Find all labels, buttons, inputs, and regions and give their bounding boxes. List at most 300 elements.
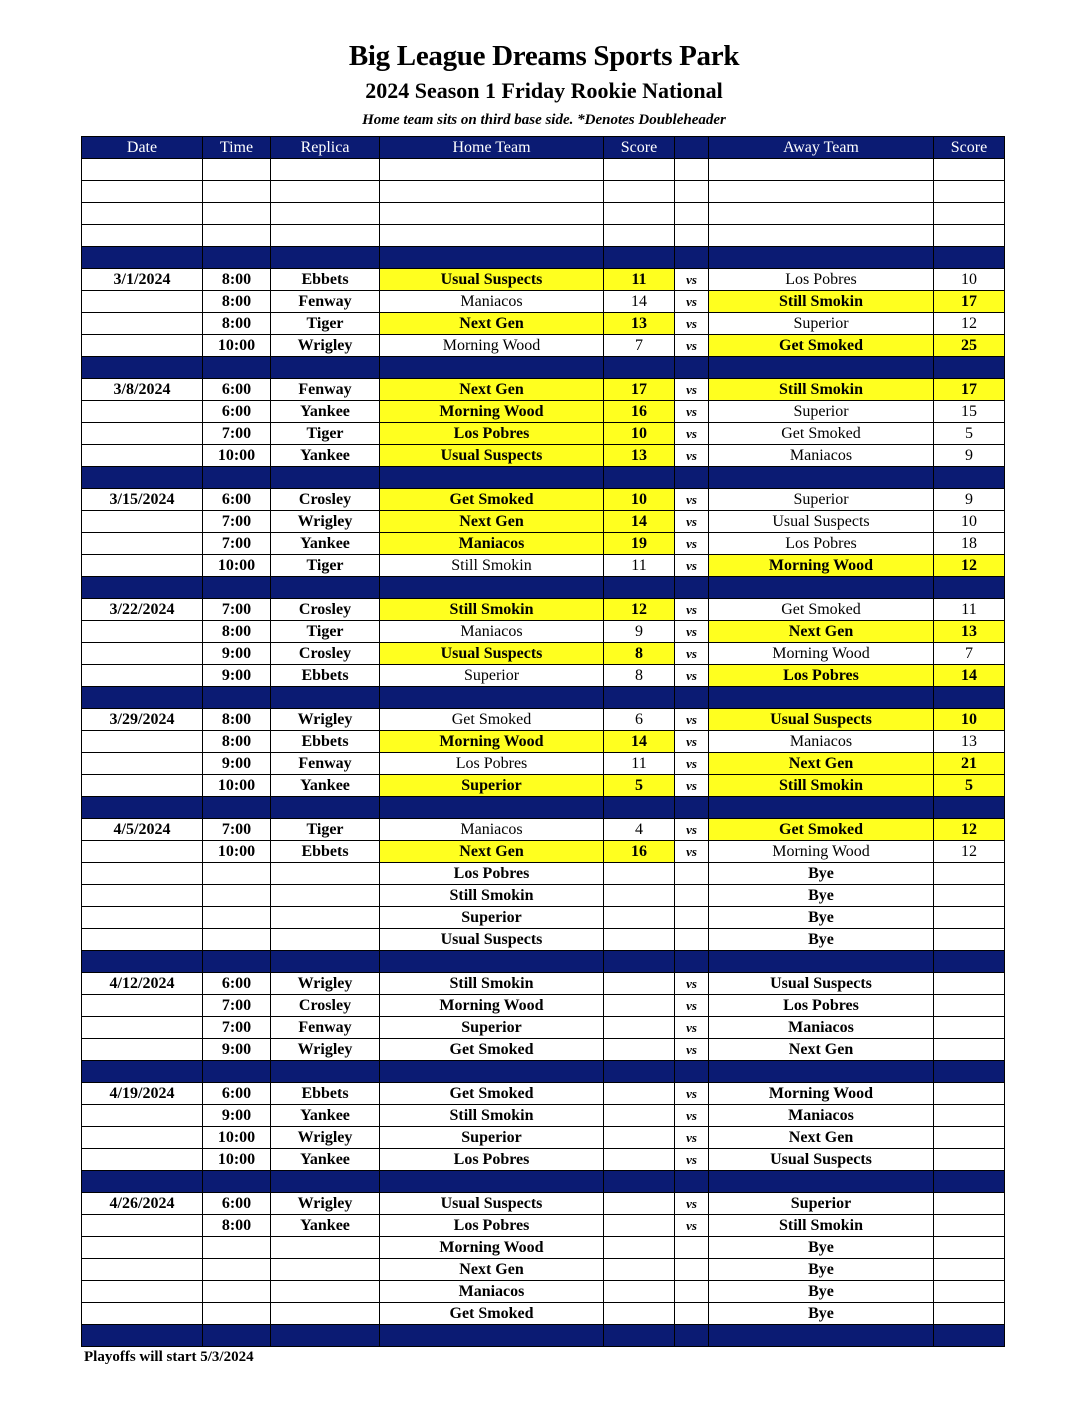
cell-replica: Wrigley bbox=[271, 511, 380, 533]
cell-away-team: Morning Wood bbox=[709, 643, 934, 665]
separator-cell bbox=[604, 797, 675, 819]
cell-replica: Yankee bbox=[271, 401, 380, 423]
cell-away-team: Get Smoked bbox=[709, 335, 934, 357]
cell-date: 3/29/2024 bbox=[82, 709, 203, 731]
cell-vs: vs bbox=[675, 379, 709, 401]
cell-time bbox=[203, 159, 271, 181]
separator-cell bbox=[604, 577, 675, 599]
cell-vs bbox=[675, 907, 709, 929]
cell-home-score: 8 bbox=[604, 665, 675, 687]
table-row bbox=[82, 1083, 1005, 1105]
table-row bbox=[82, 753, 1005, 775]
table-row bbox=[82, 973, 1005, 995]
separator-cell bbox=[675, 951, 709, 973]
cell-vs: vs bbox=[675, 1149, 709, 1171]
cell-replica bbox=[271, 907, 380, 929]
cell-away-score bbox=[934, 1193, 1005, 1215]
separator-cell bbox=[203, 577, 271, 599]
cell-vs: vs bbox=[675, 445, 709, 467]
cell-away-team: Next Gen bbox=[709, 621, 934, 643]
cell-away-team: Superior bbox=[709, 489, 934, 511]
cell-time: 9:00 bbox=[203, 1105, 271, 1127]
cell-time bbox=[203, 885, 271, 907]
cell-away-team: Usual Suspects bbox=[709, 973, 934, 995]
cell-away-team: Still Smokin bbox=[709, 291, 934, 313]
cell-away-team: Superior bbox=[709, 401, 934, 423]
cell-away-team: Superior bbox=[709, 313, 934, 335]
cell-home-team: Superior bbox=[380, 665, 604, 687]
col-header-home-team: Home Team bbox=[380, 137, 604, 159]
separator-cell bbox=[82, 1325, 203, 1347]
col-header-replica: Replica bbox=[271, 137, 380, 159]
separator-cell bbox=[380, 577, 604, 599]
table-row bbox=[82, 335, 1005, 357]
cell-time bbox=[203, 929, 271, 951]
separator-cell bbox=[934, 467, 1005, 489]
cell-date bbox=[82, 1127, 203, 1149]
separator-cell bbox=[203, 1061, 271, 1083]
cell-time bbox=[203, 181, 271, 203]
cell-vs: vs bbox=[675, 533, 709, 555]
cell-time: 10:00 bbox=[203, 335, 271, 357]
separator-cell bbox=[675, 1061, 709, 1083]
separator-cell bbox=[82, 1171, 203, 1193]
cell-vs: vs bbox=[675, 643, 709, 665]
cell-home-score: 13 bbox=[604, 313, 675, 335]
cell-replica: Fenway bbox=[271, 291, 380, 313]
cell-replica: Tiger bbox=[271, 423, 380, 445]
cell-home-score: 11 bbox=[604, 269, 675, 291]
separator-cell bbox=[934, 1171, 1005, 1193]
cell-home-team: Still Smokin bbox=[380, 599, 604, 621]
cell-away-team: Los Pobres bbox=[709, 533, 934, 555]
cell-time: 7:00 bbox=[203, 533, 271, 555]
cell-vs: vs bbox=[675, 423, 709, 445]
separator-cell bbox=[380, 467, 604, 489]
separator-cell bbox=[271, 1325, 380, 1347]
cell-replica: Crosley bbox=[271, 995, 380, 1017]
cell-vs: vs bbox=[675, 1017, 709, 1039]
cell-home-team bbox=[380, 181, 604, 203]
separator-cell bbox=[380, 357, 604, 379]
table-row bbox=[82, 555, 1005, 577]
cell-date bbox=[82, 731, 203, 753]
table-row bbox=[82, 1127, 1005, 1149]
table-row bbox=[82, 423, 1005, 445]
separator-cell bbox=[271, 1171, 380, 1193]
cell-home-score: 6 bbox=[604, 709, 675, 731]
cell-date: 3/1/2024 bbox=[82, 269, 203, 291]
cell-time: 8:00 bbox=[203, 291, 271, 313]
separator-cell bbox=[604, 687, 675, 709]
cell-away-score: 17 bbox=[934, 291, 1005, 313]
separator-cell bbox=[604, 951, 675, 973]
cell-replica bbox=[271, 159, 380, 181]
table-row bbox=[82, 665, 1005, 687]
cell-away-score bbox=[934, 1039, 1005, 1061]
table-row bbox=[82, 775, 1005, 797]
separator-cell bbox=[271, 357, 380, 379]
cell-away-team bbox=[709, 159, 934, 181]
separator-row bbox=[82, 687, 1005, 709]
table-row bbox=[82, 445, 1005, 467]
cell-date bbox=[82, 665, 203, 687]
cell-vs: vs bbox=[675, 709, 709, 731]
cell-replica bbox=[271, 181, 380, 203]
cell-away-score bbox=[934, 181, 1005, 203]
cell-time bbox=[203, 907, 271, 929]
cell-date bbox=[82, 775, 203, 797]
cell-date bbox=[82, 1259, 203, 1281]
table-row bbox=[82, 885, 1005, 907]
cell-away-score: 13 bbox=[934, 621, 1005, 643]
cell-vs bbox=[675, 181, 709, 203]
cell-date bbox=[82, 1215, 203, 1237]
cell-home-score bbox=[604, 1105, 675, 1127]
blank-row bbox=[82, 181, 1005, 203]
cell-home-team: Los Pobres bbox=[380, 1149, 604, 1171]
cell-replica: Ebbets bbox=[271, 731, 380, 753]
separator-row bbox=[82, 797, 1005, 819]
cell-home-score bbox=[604, 1149, 675, 1171]
cell-away-team: Morning Wood bbox=[709, 1083, 934, 1105]
table-row bbox=[82, 643, 1005, 665]
table-row bbox=[82, 401, 1005, 423]
table-row bbox=[82, 511, 1005, 533]
cell-home-team: Superior bbox=[380, 907, 604, 929]
cell-away-team: Maniacos bbox=[709, 445, 934, 467]
table-row bbox=[82, 1281, 1005, 1303]
separator-cell bbox=[604, 467, 675, 489]
cell-home-score: 10 bbox=[604, 489, 675, 511]
separator-cell bbox=[82, 357, 203, 379]
separator-cell bbox=[675, 1325, 709, 1347]
cell-date: 4/12/2024 bbox=[82, 973, 203, 995]
cell-home-score: 16 bbox=[604, 841, 675, 863]
separator-cell bbox=[380, 1325, 604, 1347]
separator-cell bbox=[271, 1061, 380, 1083]
cell-home-score bbox=[604, 159, 675, 181]
cell-home-team: Get Smoked bbox=[380, 489, 604, 511]
cell-away-score: 18 bbox=[934, 533, 1005, 555]
cell-replica: Wrigley bbox=[271, 973, 380, 995]
cell-date bbox=[82, 1149, 203, 1171]
cell-home-team: Still Smokin bbox=[380, 973, 604, 995]
blank-row bbox=[82, 159, 1005, 181]
cell-vs: vs bbox=[675, 335, 709, 357]
cell-date bbox=[82, 401, 203, 423]
cell-date bbox=[82, 1105, 203, 1127]
cell-home-score: 19 bbox=[604, 533, 675, 555]
separator-cell bbox=[271, 577, 380, 599]
cell-away-score: 5 bbox=[934, 775, 1005, 797]
cell-time bbox=[203, 1303, 271, 1325]
cell-home-score: 4 bbox=[604, 819, 675, 841]
table-row bbox=[82, 841, 1005, 863]
cell-time: 8:00 bbox=[203, 313, 271, 335]
cell-replica: Yankee bbox=[271, 1105, 380, 1127]
cell-time: 9:00 bbox=[203, 643, 271, 665]
cell-vs bbox=[675, 225, 709, 247]
cell-away-score bbox=[934, 203, 1005, 225]
cell-away-score bbox=[934, 1303, 1005, 1325]
cell-date bbox=[82, 313, 203, 335]
separator-row bbox=[82, 1171, 1005, 1193]
separator-cell bbox=[271, 951, 380, 973]
separator-cell bbox=[380, 951, 604, 973]
table-row bbox=[82, 731, 1005, 753]
cell-away-score: 5 bbox=[934, 423, 1005, 445]
cell-away-score: 10 bbox=[934, 511, 1005, 533]
cell-away-score: 15 bbox=[934, 401, 1005, 423]
cell-time: 10:00 bbox=[203, 841, 271, 863]
table-row bbox=[82, 819, 1005, 841]
cell-away-team: Bye bbox=[709, 1237, 934, 1259]
cell-date bbox=[82, 225, 203, 247]
cell-date bbox=[82, 1281, 203, 1303]
cell-away-score bbox=[934, 929, 1005, 951]
cell-home-team: Still Smokin bbox=[380, 1105, 604, 1127]
cell-vs bbox=[675, 1237, 709, 1259]
cell-home-team: Next Gen bbox=[380, 1259, 604, 1281]
cell-away-team: Next Gen bbox=[709, 1039, 934, 1061]
separator-cell bbox=[82, 1061, 203, 1083]
cell-away-team: Superior bbox=[709, 1193, 934, 1215]
cell-date bbox=[82, 423, 203, 445]
table-row bbox=[82, 709, 1005, 731]
cell-home-score bbox=[604, 1303, 675, 1325]
separator-cell bbox=[380, 1171, 604, 1193]
cell-home-team: Los Pobres bbox=[380, 863, 604, 885]
cell-time bbox=[203, 225, 271, 247]
cell-away-team: Usual Suspects bbox=[709, 1149, 934, 1171]
cell-replica: Ebbets bbox=[271, 665, 380, 687]
cell-away-team: Usual Suspects bbox=[709, 709, 934, 731]
cell-away-score: 10 bbox=[934, 269, 1005, 291]
cell-home-score bbox=[604, 225, 675, 247]
table-row bbox=[82, 995, 1005, 1017]
separator-row bbox=[82, 357, 1005, 379]
cell-vs: vs bbox=[675, 555, 709, 577]
cell-away-team: Bye bbox=[709, 907, 934, 929]
separator-cell bbox=[82, 467, 203, 489]
cell-home-team: Usual Suspects bbox=[380, 1193, 604, 1215]
table-row bbox=[82, 379, 1005, 401]
cell-away-score bbox=[934, 1149, 1005, 1171]
cell-date bbox=[82, 863, 203, 885]
separator-cell bbox=[934, 797, 1005, 819]
cell-away-team: Los Pobres bbox=[709, 269, 934, 291]
cell-date bbox=[82, 907, 203, 929]
cell-date: 3/22/2024 bbox=[82, 599, 203, 621]
cell-home-score bbox=[604, 1193, 675, 1215]
cell-date bbox=[82, 841, 203, 863]
cell-home-team: Maniacos bbox=[380, 819, 604, 841]
page-title: Big League Dreams Sports Park bbox=[348, 40, 740, 72]
cell-home-team: Morning Wood bbox=[380, 335, 604, 357]
cell-time: 7:00 bbox=[203, 423, 271, 445]
cell-home-score bbox=[604, 995, 675, 1017]
cell-home-score bbox=[604, 907, 675, 929]
cell-vs bbox=[675, 159, 709, 181]
cell-date: 3/8/2024 bbox=[82, 379, 203, 401]
cell-time: 10:00 bbox=[203, 1149, 271, 1171]
cell-home-score bbox=[604, 181, 675, 203]
cell-vs bbox=[675, 929, 709, 951]
cell-replica bbox=[271, 929, 380, 951]
separator-row bbox=[82, 247, 1005, 269]
cell-vs: vs bbox=[675, 731, 709, 753]
cell-date bbox=[82, 555, 203, 577]
cell-replica bbox=[271, 885, 380, 907]
separator-cell bbox=[709, 687, 934, 709]
separator-cell bbox=[604, 247, 675, 269]
separator-cell bbox=[675, 1171, 709, 1193]
cell-home-team: Get Smoked bbox=[380, 1083, 604, 1105]
cell-away-score bbox=[934, 1105, 1005, 1127]
cell-date bbox=[82, 929, 203, 951]
cell-date bbox=[82, 291, 203, 313]
cell-replica bbox=[271, 225, 380, 247]
cell-time: 10:00 bbox=[203, 445, 271, 467]
cell-date bbox=[82, 1237, 203, 1259]
cell-vs bbox=[675, 203, 709, 225]
cell-home-team: Los Pobres bbox=[380, 1215, 604, 1237]
cell-time: 10:00 bbox=[203, 775, 271, 797]
cell-away-score: 12 bbox=[934, 819, 1005, 841]
cell-away-team: Bye bbox=[709, 1303, 934, 1325]
cell-vs: vs bbox=[675, 665, 709, 687]
cell-replica: Wrigley bbox=[271, 335, 380, 357]
cell-home-team: Superior bbox=[380, 775, 604, 797]
cell-vs: vs bbox=[675, 995, 709, 1017]
cell-date bbox=[82, 1039, 203, 1061]
cell-away-team: Still Smokin bbox=[709, 379, 934, 401]
cell-away-team: Next Gen bbox=[709, 753, 934, 775]
separator-cell bbox=[203, 1171, 271, 1193]
cell-time: 6:00 bbox=[203, 973, 271, 995]
cell-vs: vs bbox=[675, 291, 709, 313]
separator-cell bbox=[271, 467, 380, 489]
cell-away-score bbox=[934, 225, 1005, 247]
cell-home-team: Usual Suspects bbox=[380, 643, 604, 665]
separator-cell bbox=[709, 1171, 934, 1193]
col-header-time: Time bbox=[203, 137, 271, 159]
cell-home-team: Still Smokin bbox=[380, 555, 604, 577]
cell-home-team: Los Pobres bbox=[380, 423, 604, 445]
cell-home-score: 14 bbox=[604, 291, 675, 313]
separator-cell bbox=[203, 951, 271, 973]
table-row bbox=[82, 929, 1005, 951]
separator-cell bbox=[709, 357, 934, 379]
cell-away-team: Get Smoked bbox=[709, 819, 934, 841]
cell-vs: vs bbox=[675, 775, 709, 797]
cell-replica: Wrigley bbox=[271, 709, 380, 731]
separator-cell bbox=[82, 797, 203, 819]
cell-away-score: 12 bbox=[934, 313, 1005, 335]
cell-home-team bbox=[380, 225, 604, 247]
separator-cell bbox=[82, 687, 203, 709]
cell-vs: vs bbox=[675, 753, 709, 775]
cell-time: 8:00 bbox=[203, 269, 271, 291]
cell-time: 8:00 bbox=[203, 1215, 271, 1237]
cell-time: 9:00 bbox=[203, 753, 271, 775]
table-row bbox=[82, 1193, 1005, 1215]
cell-time: 6:00 bbox=[203, 1193, 271, 1215]
cell-vs: vs bbox=[675, 1127, 709, 1149]
cell-replica bbox=[271, 1259, 380, 1281]
cell-time bbox=[203, 1259, 271, 1281]
separator-cell bbox=[709, 467, 934, 489]
cell-home-score: 10 bbox=[604, 423, 675, 445]
cell-time: 9:00 bbox=[203, 1039, 271, 1061]
cell-home-score bbox=[604, 885, 675, 907]
separator-cell bbox=[934, 951, 1005, 973]
cell-home-score bbox=[604, 1083, 675, 1105]
cell-home-score: 16 bbox=[604, 401, 675, 423]
cell-home-team: Morning Wood bbox=[380, 995, 604, 1017]
cell-home-team: Los Pobres bbox=[380, 753, 604, 775]
cell-replica bbox=[271, 1237, 380, 1259]
cell-date bbox=[82, 533, 203, 555]
cell-away-score bbox=[934, 1083, 1005, 1105]
cell-vs: vs bbox=[675, 269, 709, 291]
separator-row bbox=[82, 1325, 1005, 1347]
table-row bbox=[82, 1237, 1005, 1259]
cell-time: 9:00 bbox=[203, 665, 271, 687]
separator-cell bbox=[271, 247, 380, 269]
cell-replica bbox=[271, 1281, 380, 1303]
cell-date: 4/19/2024 bbox=[82, 1083, 203, 1105]
table-row bbox=[82, 907, 1005, 929]
cell-vs bbox=[675, 863, 709, 885]
separator-cell bbox=[709, 797, 934, 819]
cell-home-score: 17 bbox=[604, 379, 675, 401]
cell-date bbox=[82, 159, 203, 181]
separator-cell bbox=[934, 577, 1005, 599]
cell-away-team: Get Smoked bbox=[709, 423, 934, 445]
cell-away-score: 12 bbox=[934, 555, 1005, 577]
separator-cell bbox=[709, 1325, 934, 1347]
separator-cell bbox=[604, 1325, 675, 1347]
cell-home-team: Maniacos bbox=[380, 621, 604, 643]
separator-cell bbox=[709, 951, 934, 973]
cell-away-score bbox=[934, 1017, 1005, 1039]
separator-cell bbox=[203, 467, 271, 489]
cell-home-team: Maniacos bbox=[380, 533, 604, 555]
cell-replica: Crosley bbox=[271, 489, 380, 511]
cell-home-score: 7 bbox=[604, 335, 675, 357]
cell-away-score bbox=[934, 995, 1005, 1017]
separator-cell bbox=[709, 1061, 934, 1083]
cell-time: 8:00 bbox=[203, 731, 271, 753]
cell-time bbox=[203, 1281, 271, 1303]
cell-away-team: Morning Wood bbox=[709, 841, 934, 863]
separator-cell bbox=[934, 1325, 1005, 1347]
separator-cell bbox=[203, 1325, 271, 1347]
table-row bbox=[82, 599, 1005, 621]
cell-replica: Wrigley bbox=[271, 1193, 380, 1215]
cell-home-team: Maniacos bbox=[380, 1281, 604, 1303]
cell-home-score bbox=[604, 203, 675, 225]
cell-date bbox=[82, 643, 203, 665]
col-header-home-score: Score bbox=[604, 137, 675, 159]
cell-home-score: 14 bbox=[604, 731, 675, 753]
schedule-body bbox=[82, 159, 1005, 1347]
cell-date bbox=[82, 1303, 203, 1325]
cell-time bbox=[203, 863, 271, 885]
separator-cell bbox=[604, 1061, 675, 1083]
